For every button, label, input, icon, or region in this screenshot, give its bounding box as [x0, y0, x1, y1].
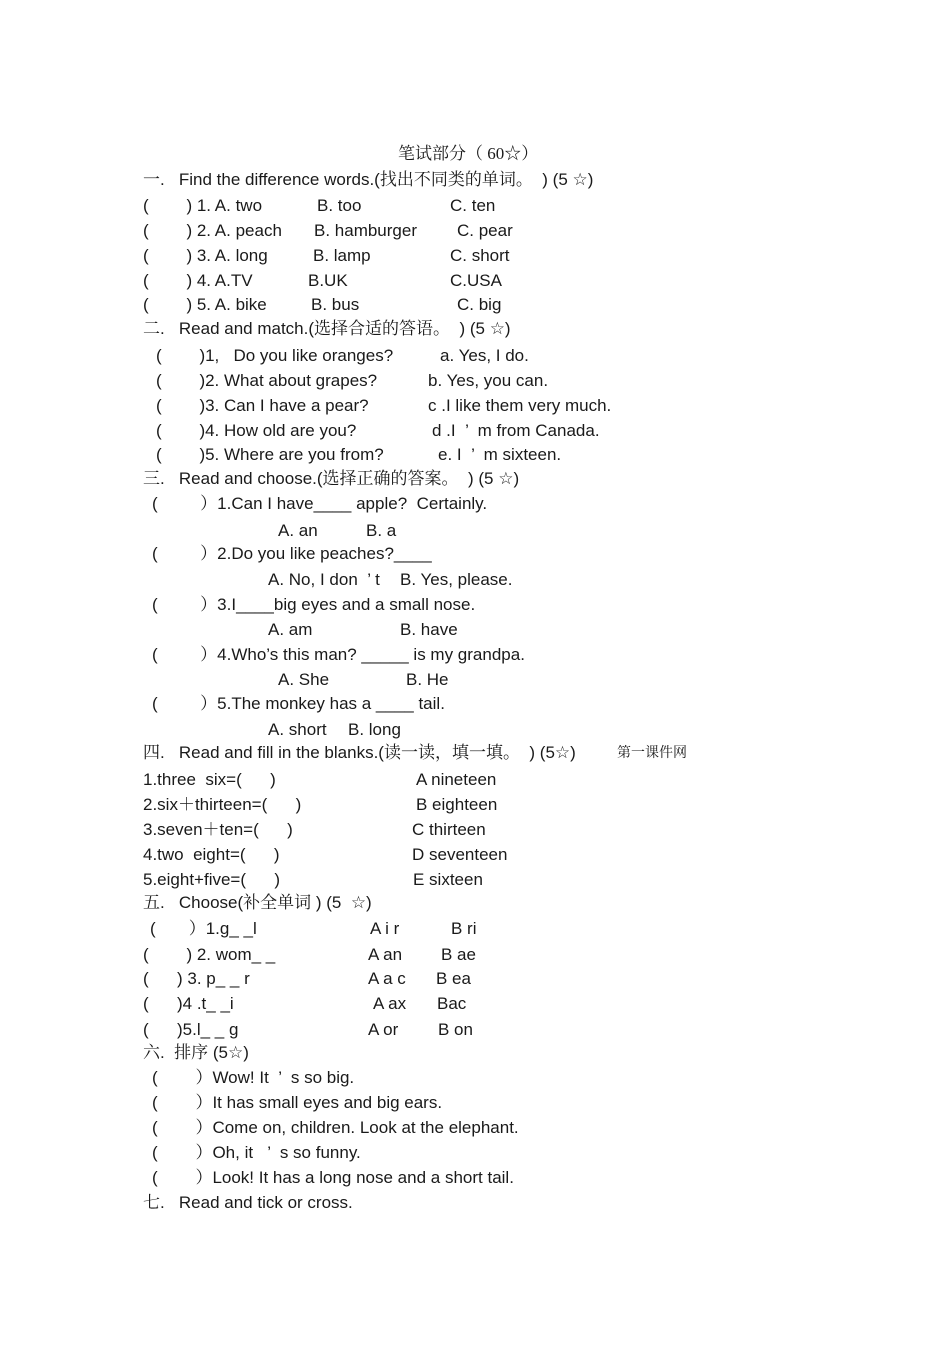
s5-word: ( ）1.g_ _l: [150, 919, 257, 938]
s5-word: ( ) 3. p_ _ r: [143, 969, 250, 988]
s5-option-a: A i r: [370, 919, 400, 938]
s2-answer: b. Yes, you can.: [428, 371, 549, 390]
s4-answer: A nineteen: [416, 770, 497, 789]
section-2-heading: 二. Read and match.(选择合适的答语。 ) (5 ☆): [143, 319, 511, 338]
s5-option-b: B ae: [441, 945, 476, 964]
s1-question: ( ) 1. A. two: [143, 196, 263, 215]
s6-sentence: ( ）Wow! It ’ s so big.: [152, 1068, 355, 1087]
s4-expression: 1.three six=( ): [143, 770, 276, 789]
s1-option-c: C. pear: [457, 221, 513, 240]
s3-option-a: A. She: [278, 670, 330, 689]
s2-question: ( )1, Do you like oranges?: [156, 346, 394, 365]
s5-option-b: B ri: [451, 919, 477, 938]
s4-expression: 5.eight+five=( ): [143, 870, 281, 889]
section-1-heading: 一. Find the difference words.(找出不同类的单词。 ) (5 ☆): [143, 170, 594, 189]
s2-answer: d .I ’ m from Canada.: [432, 421, 600, 440]
s1-question: ( ) 4. A.TV: [143, 271, 253, 290]
s3-option-a: A. No, I don ’ t: [268, 570, 380, 589]
section-7-heading: 七. Read and tick or cross.: [143, 1193, 353, 1212]
s3-question: ( ）3.I____big eyes and a small nose.: [152, 595, 476, 614]
s5-option-a: A a c: [368, 969, 406, 988]
section-3-heading: 三. Read and choose.(选择正确的答案。 ) (5 ☆): [143, 469, 520, 488]
s4-expression: 2.six＋thirteen=( ): [143, 795, 302, 814]
section-4-heading: 四. Read and fill in the blanks.(读一读，填一填。 ) (5☆): [143, 743, 576, 762]
section-5-heading: 五. Choose(补全单词 ) (5 ☆): [143, 893, 372, 912]
s3-option-a: A. an: [278, 521, 318, 540]
s3-option-b: B. Yes, please.: [400, 570, 513, 589]
s2-question: ( )2. What about grapes?: [156, 371, 378, 390]
s2-question: ( )4. How old are you?: [156, 421, 357, 440]
s4-expression: 3.seven＋ten=( ): [143, 820, 293, 839]
s1-option-b: B. bus: [311, 295, 360, 314]
s1-question: ( ) 3. A. long: [143, 246, 268, 265]
s2-answer: a. Yes, I do.: [440, 346, 529, 365]
s3-question: ( ）2.Do you like peaches?____: [152, 544, 432, 563]
s1-option-b: B. too: [317, 196, 362, 215]
s1-option-c: C.USA: [450, 271, 502, 290]
s3-option-b: B. long: [348, 720, 401, 739]
s5-option-a: A ax: [373, 994, 407, 1013]
s6-sentence: ( ）Oh, it ’ s so funny.: [152, 1143, 361, 1162]
s5-option-b: Bac: [437, 994, 467, 1013]
s4-answer: E sixteen: [413, 870, 483, 889]
s2-answer: c .I like them very much.: [428, 396, 612, 415]
s3-question: ( ）5.The monkey has a ____ tail.: [152, 694, 445, 713]
s5-option-a: A or: [368, 1020, 399, 1039]
s5-word: ( )4 .t_ _i: [143, 994, 234, 1013]
s1-option-c: C. short: [450, 246, 510, 265]
s1-option-b: B. hamburger: [314, 221, 417, 240]
s1-option-b: B. lamp: [313, 246, 371, 265]
s5-word: ( ) 2. wom_ _: [143, 945, 276, 964]
s2-question: ( )3. Can I have a pear?: [156, 396, 369, 415]
s1-option-c: C. big: [457, 295, 502, 314]
s1-option-b: B.UK: [308, 271, 348, 290]
s2-question: ( )5. Where are you from?: [156, 445, 384, 464]
s1-option-c: C. ten: [450, 196, 496, 215]
s3-option-a: A. short: [268, 720, 327, 739]
s3-option-b: B. have: [400, 620, 458, 639]
s4-answer: C thirteen: [412, 820, 486, 839]
s6-sentence: ( ）Come on, children. Look at the elephant.: [152, 1118, 519, 1137]
s5-option-b: B ea: [436, 969, 471, 988]
s3-option-a: A. am: [268, 620, 313, 639]
s2-answer: e. I ’ m sixteen.: [438, 445, 562, 464]
s6-sentence: ( ）It has small eyes and big ears.: [152, 1093, 443, 1112]
s3-question: ( ）4.Who’s this man? _____ is my grandpa.: [152, 645, 525, 664]
s5-option-b: B on: [438, 1020, 473, 1039]
s5-option-a: A an: [368, 945, 403, 964]
s3-question: ( ）1.Can I have____ apple? Certainly.: [152, 494, 488, 513]
page-title: 笔试部分（ 60☆）: [398, 144, 539, 163]
s3-option-b: B. a: [366, 521, 397, 540]
s4-answer: B eighteen: [416, 795, 498, 814]
s1-question: ( ) 5. A. bike: [143, 295, 267, 314]
s5-word: ( )5.l_ _ g: [143, 1020, 239, 1039]
section-6-heading: 六. 排序 (5☆): [143, 1043, 249, 1062]
s4-expression: 4.two eight=( ): [143, 845, 280, 864]
s6-sentence: ( ）Look! It has a long nose and a short tail.: [152, 1168, 514, 1187]
s3-option-b: B. He: [406, 670, 449, 689]
watermark-text: 第一课件网: [617, 746, 687, 761]
s1-question: ( ) 2. A. peach: [143, 221, 282, 240]
s4-answer: D seventeen: [412, 845, 508, 864]
